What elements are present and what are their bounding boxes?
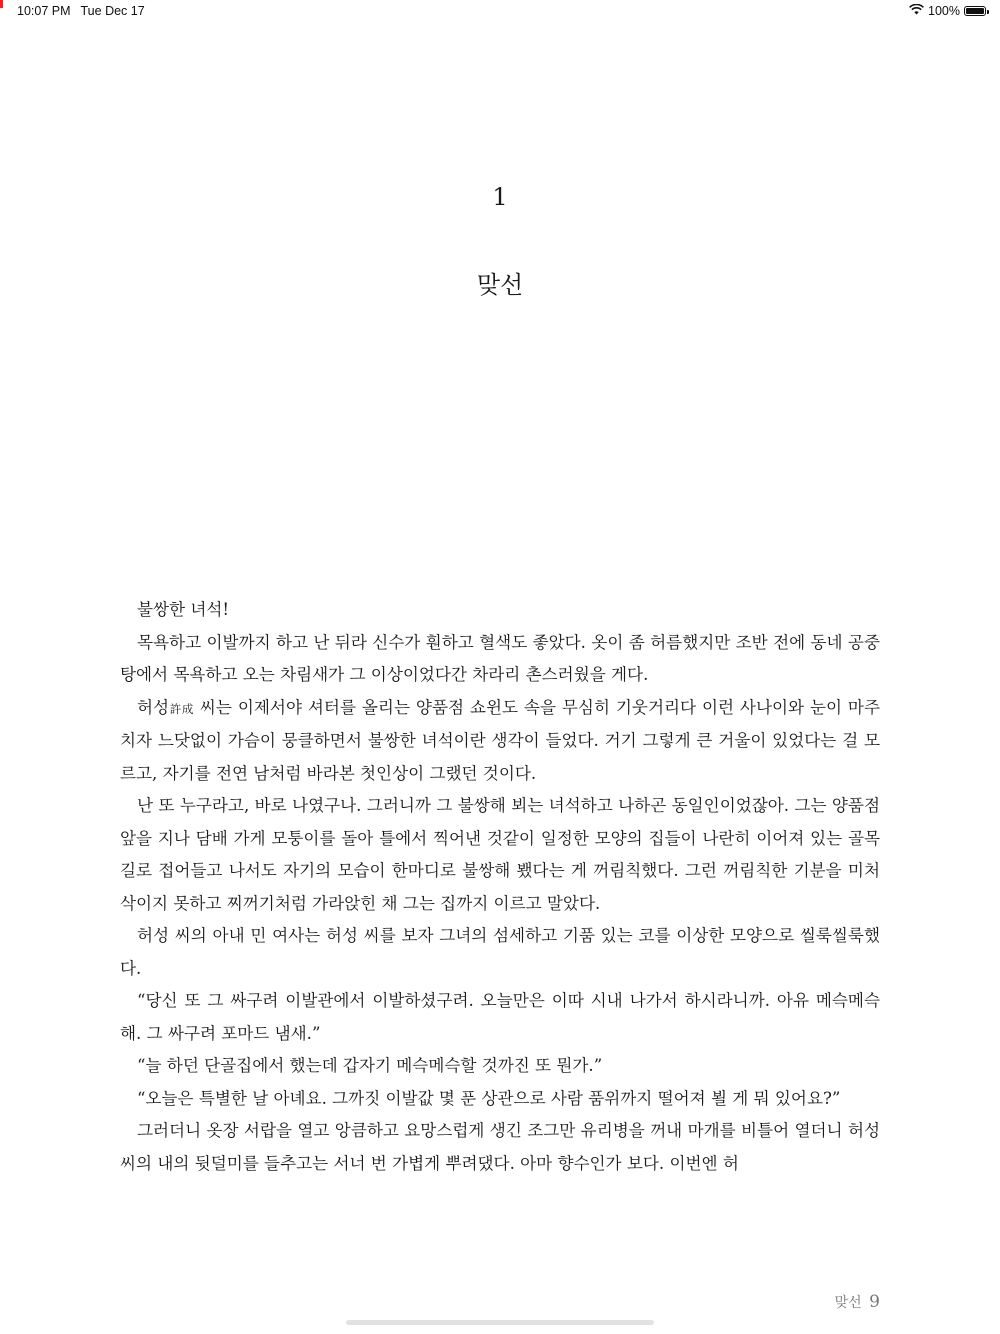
chapter-title: 맞선 — [476, 271, 524, 299]
chapter-number: 1 — [492, 183, 508, 211]
book-text[interactable] — [120, 594, 880, 1180]
wifi-icon — [909, 4, 924, 18]
status-time: 10:07 PM — [17, 4, 71, 18]
status-left — [17, 4, 145, 18]
hanja-annotation: 許成 — [169, 701, 194, 716]
paragraph: “늘 하던 단골집에서 했는데 갑자기 메슥메슥할 것까진 또 뭔가.” — [137, 1056, 603, 1075]
running-footer — [835, 1292, 880, 1312]
paragraph: 그러더니 옷장 서랍을 열고 앙큼하고 요망스럽게 생긴 조그만 유리병을 꺼내 마개를 비틀어 열더니 허성 씨의 내의 뒷덜미를 들추고는 서너 번 가볍게 뿌려댔다. 아마 향수인가 보다. 이번엔 허 — [120, 1121, 880, 1173]
paragraph: “당신 또 그 싸구려 이발관에서 이발하셨구려. 오늘만은 이따 시내 나가서 하시라니까. 아유 메슥메슥해. 그 싸구려 포마드 냄새.” — [120, 991, 880, 1043]
paragraph: 난 또 누구라고, 바로 나였구나. 그러니까 그 불쌍해 뵈는 녀석하고 나하곤 동일인이었잖아. 그는 양품점 앞을 지나 담배 가게 모퉁이를 돌아 틀에서 찍어낸 것같이 일정한 모양의 집들이 나란히 이어져 있는 골목길로 접어들고 나서도 자기의 모습이 한마디로 불쌍해 뵀다는 게 꺼림칙했다. 그런 꺼림칙한 기분을 미처 삭이지 못하고 찌꺼기처럼 가라앉힌 채 그는 집까지 이르고 말았다. — [120, 796, 881, 913]
paragraph: 목욕하고 이발까지 하고 난 뒤라 신수가 훤하고 혈색도 좋았다. 옷이 좀 허름했지만 조반 전에 동네 공중탕에서 목욕하고 오는 차림새가 그 이상이었다간 차라리 촌스러웠을 게다. — [120, 632, 880, 684]
paragraph: 불쌍한 녀석! — [137, 600, 230, 619]
battery-icon — [964, 6, 986, 16]
paragraph: “오늘은 특별한 날 아녜요. 그까짓 이발값 몇 푼 상관으로 사람 품위까지 떨어져 뵐 게 뭐 있어요?” — [137, 1088, 841, 1108]
paragraph: 허성 씨의 아내 민 여사는 허성 씨를 보자 그녀의 섬세하고 기품 있는 코를 이상한 모양으로 씰룩씰룩했다. — [120, 926, 880, 978]
paragraph-text: 씨는 이제서야 셔터를 올리는 양품점 쇼윈도 속을 무심히 기웃거리다 이런 사나이와 눈이 마주치자 느닷없이 가슴이 뭉클하면서 불쌍한 녀석이란 생각이 들었다. 거기 그렇게 큰 거울이 있었다는 걸 모르고, 자기를 전연 남처럼 바라본 첫인상이 그랬던 것이다. — [120, 697, 880, 783]
battery-percent: 100% — [928, 4, 960, 18]
name-text: 허성 — [137, 697, 170, 717]
status-bar — [0, 0, 1000, 24]
home-indicator[interactable] — [346, 1320, 654, 1325]
status-date: Tue Dec 17 — [80, 4, 145, 18]
page-number: 9 — [869, 1292, 880, 1312]
footer-chapter-name: 맞선 — [834, 1295, 862, 1311]
paragraph — [120, 692, 880, 791]
status-right — [909, 4, 986, 18]
battery-level — [966, 8, 984, 14]
